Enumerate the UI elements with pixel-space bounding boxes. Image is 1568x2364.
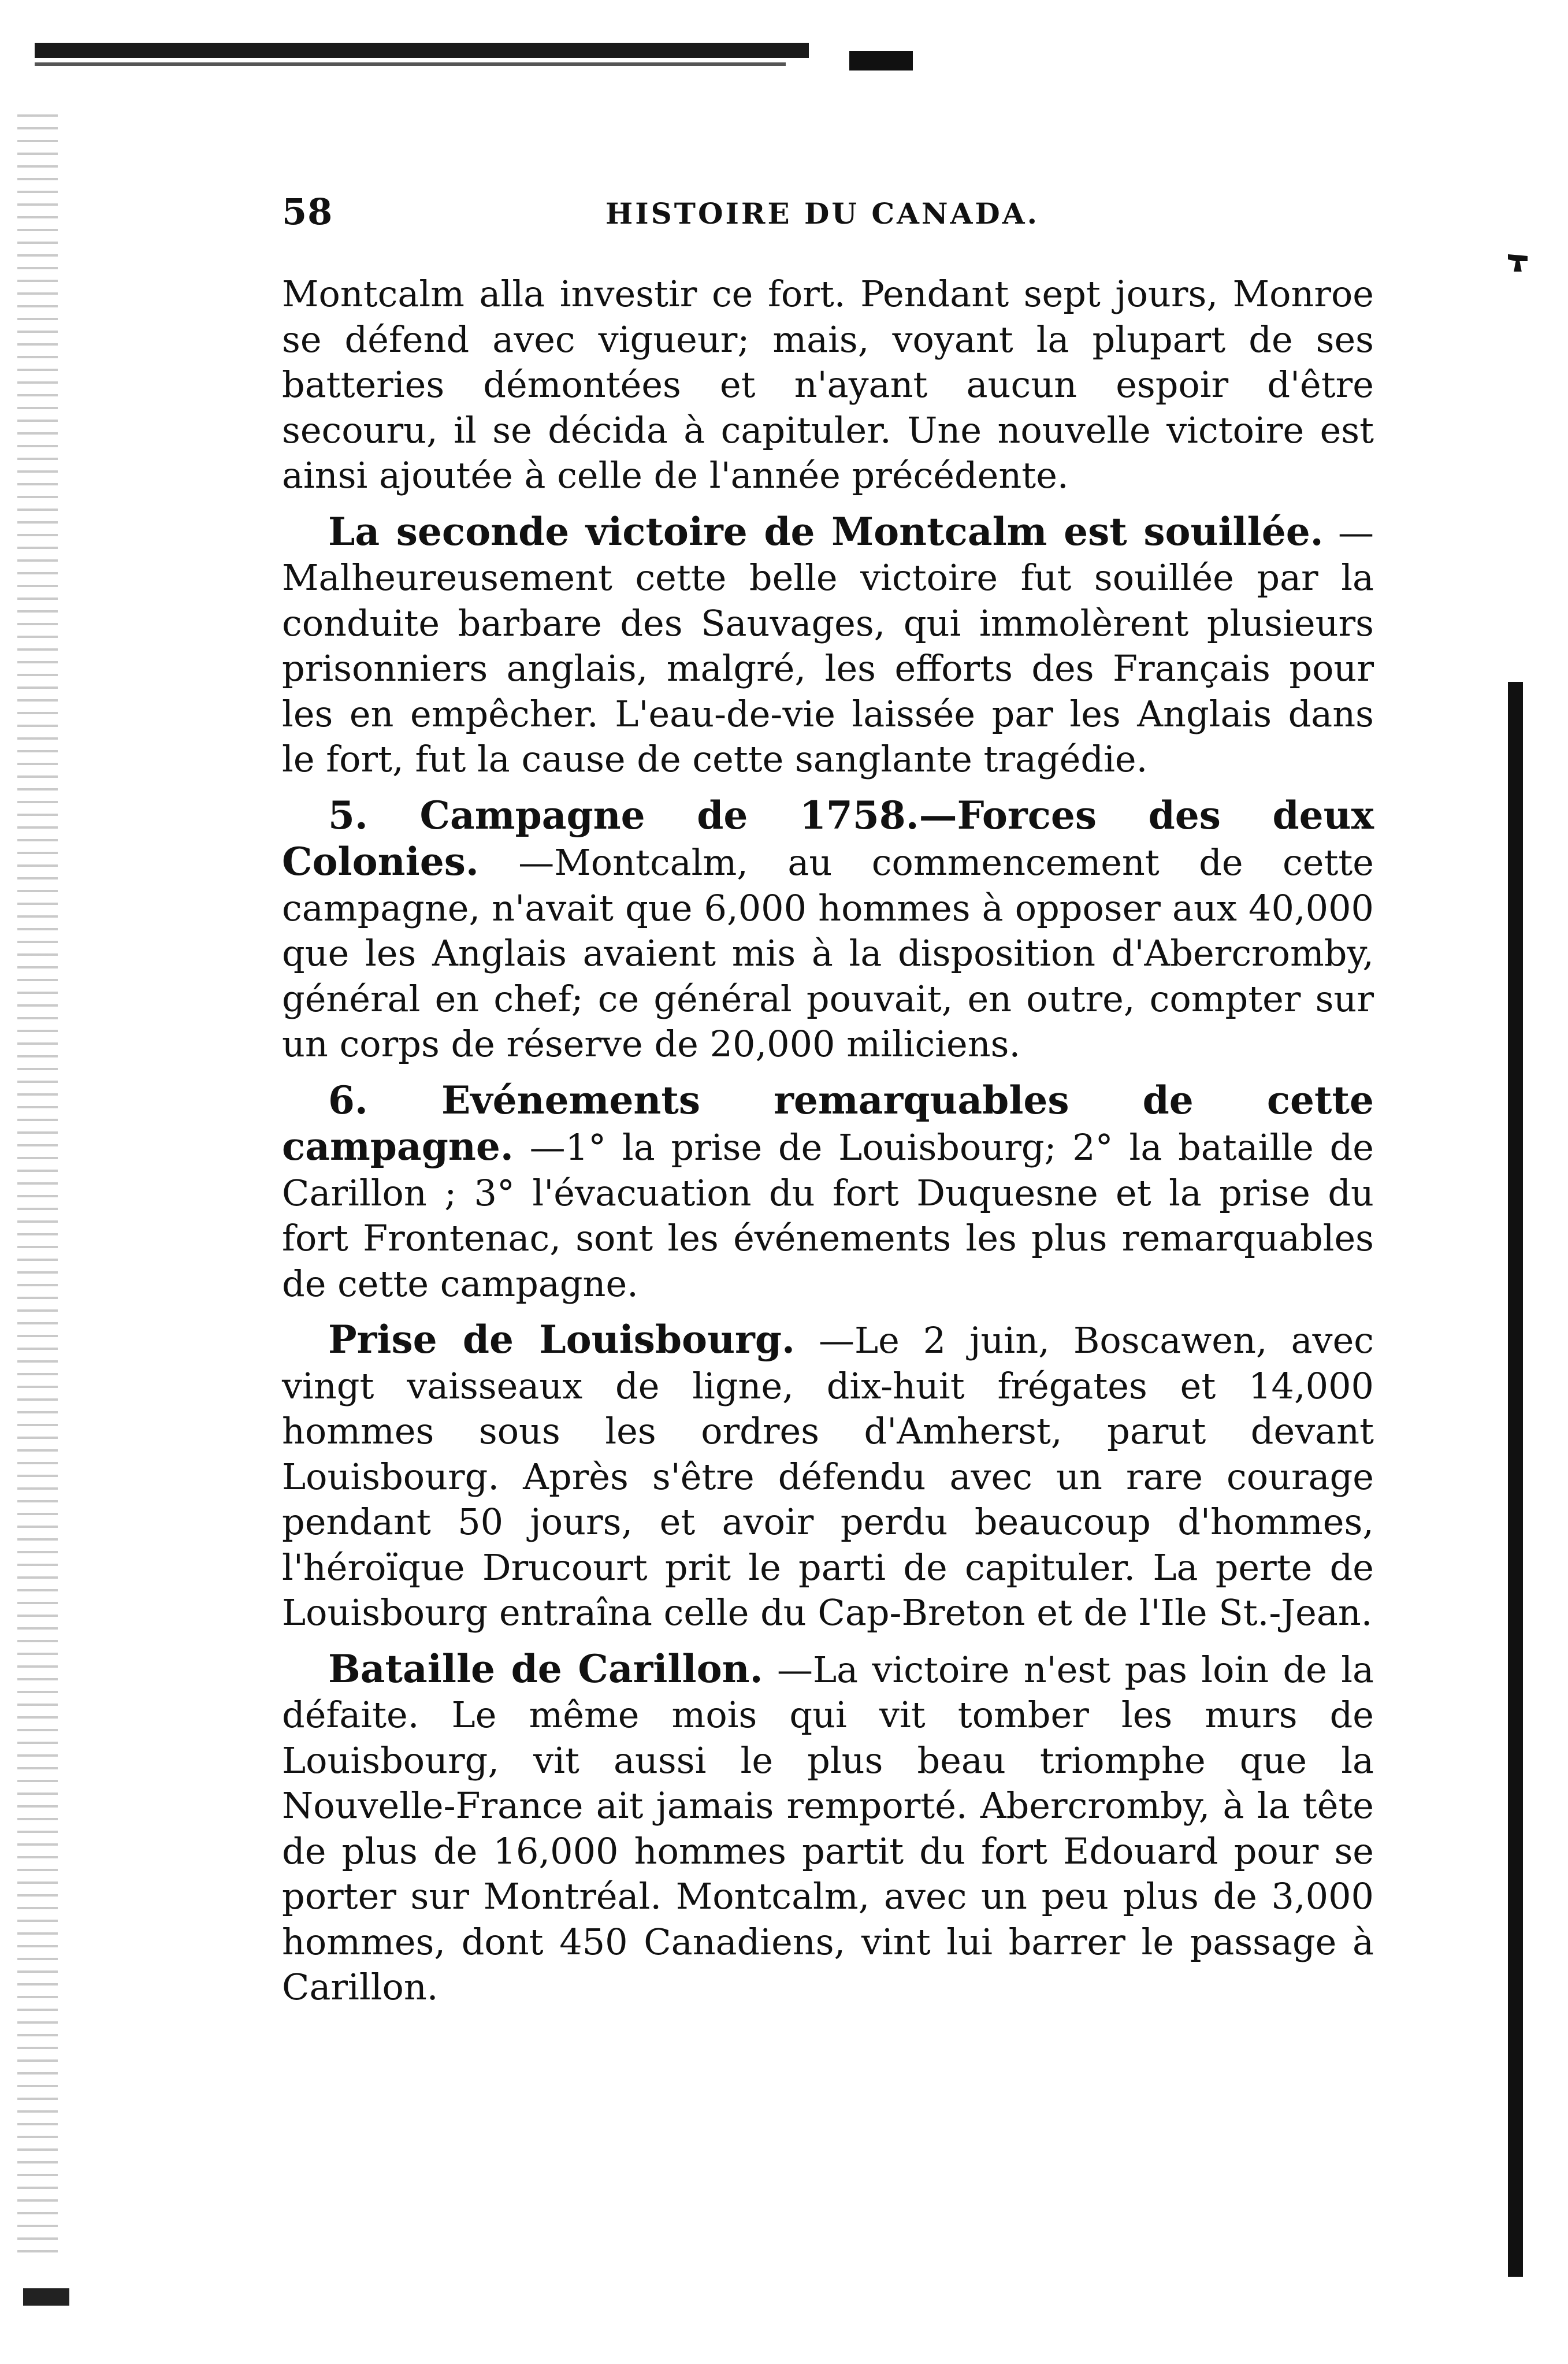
section-heading: 5. Campagne de 1758.—Forces des deux Colonies. bbox=[282, 792, 1374, 884]
section-heading: Bataille de Carillon. bbox=[328, 1646, 763, 1691]
paragraph-text: —Malheureusement cette belle victoire fut souillée par la conduite barbare des Sauvages, qui immolèrent plusieurs prisonniers anglais, malgré, les efforts des Français pour les en empêcher. L'eau-de-vie laissée par les Anglais dans le fort, fut la cause de cette sanglante tragédie. bbox=[282, 511, 1374, 780]
paragraph bbox=[282, 1078, 1374, 1307]
paragraph bbox=[282, 272, 1374, 499]
running-title: HISTOIRE DU CANADA. bbox=[605, 196, 1039, 231]
section-heading: Prise de Louisbourg. bbox=[328, 1317, 795, 1362]
paragraph bbox=[282, 793, 1374, 1067]
scan-edge-left bbox=[17, 104, 58, 2254]
scan-rule-top bbox=[35, 62, 786, 66]
paragraph bbox=[282, 1317, 1374, 1636]
paragraph-text: —Montcalm, au commencement de cette campagne, n'avait que 6,000 hommes à opposer aux 40,000 que les Anglais avaient mis à la disposition d'Abercromby, général en chef; ce général pouvait, en outre, compter sur un corps de réserve de 20,000 miliciens. bbox=[282, 841, 1374, 1065]
section-heading: 6. Evénements remarquables de cette campagne. bbox=[282, 1077, 1374, 1169]
paragraph-text: —1° la prise de Louisbourg; 2° la bataille de Carillon ; 3° l'évacuation du fort Duquesne et la prise du fort Frontenac, sont les événements les plus remarquables de cette campagne. bbox=[282, 1126, 1374, 1305]
paragraph-text: —Le 2 juin, Boscawen, avec vingt vaisseaux de ligne, dix-huit frégates et 14,000 hommes sous les ordres d'Amherst, parut devant Louisbourg. Après s'être défendu avec un rare courage pendant 50 jours, et avoir perdu beaucoup d'hommes, l'héroïque Drucourt prit le parti de capituler. La perte de Louisbourg entraîna celle du Cap-Breton et de l'Ile St.-Jean. bbox=[282, 1319, 1374, 1634]
paragraph-text: —La victoire n'est pas loin de la défaite. Le même mois qui vit tomber les murs de Louisbourg, vit aussi le plus beau triomphe que la Nouvelle-France ait jamais remporté. Abercromby, à la tête de plus de 16,000 hommes partit du fort Edouard pour se porter sur Montréal. Montcalm, avec un peu plus de 3,000 hommes, dont 450 Canadiens, vint lui barrer le passage à Carillon. bbox=[282, 1648, 1374, 2008]
section-heading: La seconde victoire de Montcalm est souillée. bbox=[328, 509, 1324, 554]
paragraph bbox=[282, 1646, 1374, 2010]
paragraph-text: Montcalm alla investir ce fort. Pendant sept jours, Monroe se défend avec vigueur; mais, voyant la plupart de ses batteries démontées et n'ayant aucun espoir d'être secouru, il se décida à capituler. Une nouvelle victoire est ainsi ajoutée à celle de l'année précédente. bbox=[282, 273, 1374, 496]
page-header bbox=[282, 191, 1045, 243]
scan-mark-right bbox=[1508, 254, 1528, 272]
page-number: 58 bbox=[282, 191, 333, 233]
scan-corner-bottom-left bbox=[23, 2288, 69, 2306]
scan-mark-top bbox=[849, 51, 913, 70]
scan-edge-right bbox=[1508, 682, 1523, 2277]
scan-border-top bbox=[35, 43, 809, 58]
paragraph bbox=[282, 509, 1374, 782]
page-body bbox=[282, 272, 1374, 2010]
